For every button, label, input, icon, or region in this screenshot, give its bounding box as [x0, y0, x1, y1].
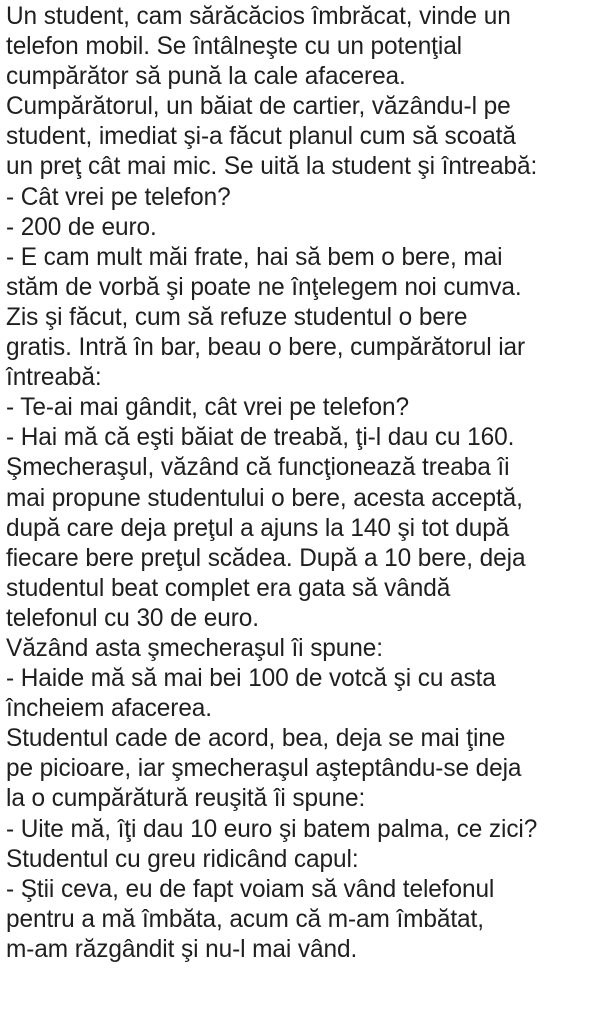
text-line: Studentul cade de acord, bea, deja se mai ţine [6, 725, 506, 753]
joke-text [6, 2, 602, 965]
text-line: mai propune studentului o bere, acesta acceptă, [6, 484, 523, 512]
text-line: pe picioare, iar şmecheraşul aşteptându-se deja [6, 755, 522, 783]
text-line: - E cam mult măi frate, hai să bem o bere, mai [6, 243, 503, 271]
text-line: Zis şi făcut, cum să refuze studentul o bere [6, 303, 468, 331]
text-line: un preţ cât mai mic. Se uită la student şi întreabă: [6, 153, 538, 181]
text-line: stăm de vorbă şi poate ne înţelegem noi cumva. [6, 273, 522, 301]
text-line: fiecare bere preţul scădea. După a 10 bere, deja [6, 544, 526, 572]
text-line: gratis. Intră în bar, beau o bere, cumpărătorul iar [6, 334, 526, 362]
text-line: m-am răzgândit şi nu-l mai vând. [6, 935, 358, 963]
text-line: Cumpărătorul, un băiat de cartier, văzându-l pe [6, 93, 511, 121]
text-line: Şmecheraşul, văzând că funcţionează treaba îi [6, 454, 510, 482]
text-line: student, imediat şi-a făcut planul cum să scoată [6, 123, 516, 151]
text-line: întreabă: [6, 364, 102, 392]
text-line: după care deja preţul a ajuns la 140 şi tot după [6, 514, 510, 542]
text-line: la o cumpărătură reuşită îi spune: [6, 785, 366, 813]
text-line: - Haide mă să mai bei 100 de votcă şi cu asta [6, 665, 496, 693]
text-line: telefon mobil. Se întâlneşte cu un potenţial [6, 33, 463, 61]
text-line: - Te-ai mai gândit, cât vrei pe telefon? [6, 394, 409, 422]
text-line: telefonul cu 30 de euro. [6, 604, 259, 632]
text-line: încheiem afacerea. [6, 695, 212, 723]
text-line: - Hai mă că eşti băiat de treabă, ţi-l dau cu 160. [6, 424, 515, 452]
text-line: - Cât vrei pe telefon? [6, 183, 231, 211]
text-line: - Ştii ceva, eu de fapt voiam să vând telefonul [6, 875, 495, 903]
text-line: - 200 de euro. [6, 213, 157, 241]
text-line: pentru a mă îmbăta, acum că m-am îmbătat, [6, 905, 484, 933]
text-line: - Uite mă, îţi dau 10 euro şi batem palma, ce zici? [6, 815, 538, 843]
text-line: Un student, cam sărăcăcios îmbrăcat, vinde un [6, 3, 511, 30]
text-line: studentul beat complet era gata să vândă [6, 574, 451, 602]
text-line: Văzând asta şmecheraşul îi spune: [6, 634, 383, 662]
text-line: cumpărător să pună la cale afacerea. [6, 63, 406, 91]
text-line: Studentul cu greu ridicând capul: [6, 845, 359, 873]
